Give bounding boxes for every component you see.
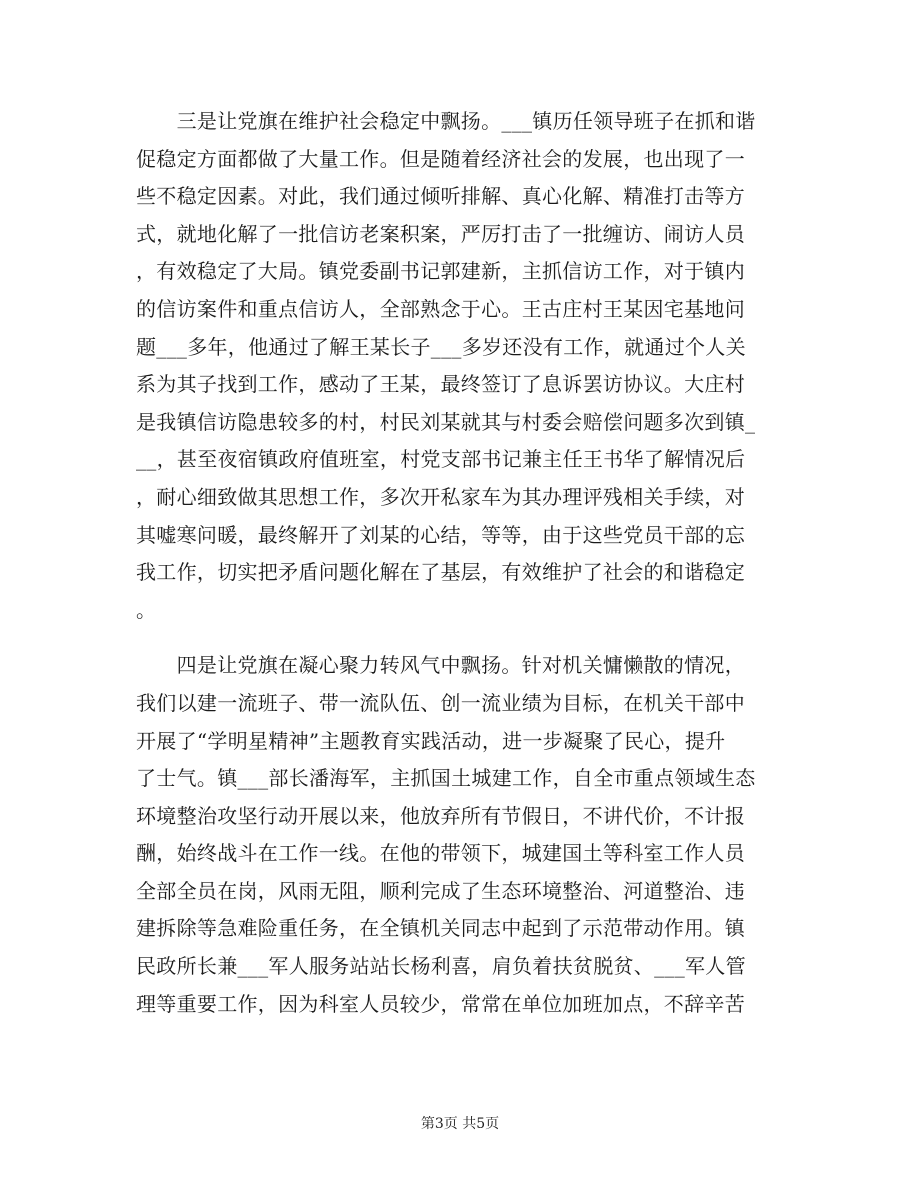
text-line: 四是让党旗在凝心聚力转风气中飘扬。针对机关慵懒散的情况， — [136, 653, 745, 678]
text-line: 的信访案件和重点信访人，全部熟念于心。王古庄村王某因宅基地问 — [136, 296, 745, 321]
paragraph-social-stability — [136, 103, 776, 629]
text-line: 系为其子找到工作，感动了王某，最终签订了息诉罢访协议。大庄村 — [136, 372, 745, 397]
text-line: 其嘘寒问暖，最终解开了刘某的心结，等等，由于这些党员干部的忘 — [136, 522, 745, 547]
text-line: 全部全员在岗，风雨无阻，顺利完成了生态环境整治、河道整治、违 — [136, 878, 745, 903]
text-line: 。 — [136, 597, 157, 622]
text-line: 环境整治攻坚行动开展以来，他放弃所有节假日，不讲代价，不计报 — [136, 803, 745, 828]
text-line: ，耐心细致做其思想工作，多次开私家车为其办理评残相关手续，对 — [136, 484, 745, 509]
text-line: 题___多年，他通过了解王某长子___多岁还没有工作，就通过个人关 — [136, 334, 746, 359]
text-line: 理等重要工作，因为科室人员较少，常常在单位加班加点，不辞辛苦 — [136, 991, 745, 1016]
text-line: 酬，始终战斗在工作一线。在他的带领下，城建国土等科室工作人员 — [136, 841, 745, 866]
text-line: 些不稳定因素。对此，我们通过倾听排解、真心化解、精准打击等方 — [136, 184, 745, 209]
text-line: 三是让党旗在维护社会稳定中飘扬。___镇历任领导班子在抓和谐 — [136, 109, 756, 133]
text-line: 我工作，切实把矛盾问题化解在了基层，有效维护了社会的和谐稳定 — [136, 560, 745, 585]
paragraph-spacer — [136, 629, 776, 647]
text-line: 是我镇信访隐患较多的村，村民刘某就其与村委会赔偿问题多次到镇_ — [136, 409, 756, 434]
text-line: 我们以建一流班子、带一流队伍、创一流业绩为目标，在机关干部中 — [136, 690, 745, 715]
text-line: ，有效稳定了大局。镇党委副书记郭建新，主抓信访工作，对于镇内 — [136, 259, 745, 284]
text-line: 促稳定方面都做了大量工作。但是随着经济社会的发展，也出现了一 — [136, 146, 745, 171]
paragraph-cohesion — [136, 647, 776, 1023]
document-body — [136, 103, 776, 1023]
text-line: __，甚至夜宿镇政府值班室，村党支部书记兼主任王书华了解情况后 — [136, 447, 746, 472]
page-number-footer: 第3页 共5页 — [420, 1116, 500, 1132]
text-line: 开展了“学明星精神”主题教育实践活动，进一步凝聚了民心，提升 — [136, 728, 726, 753]
text-line: 民政所长兼___军人服务站站长杨利喜，肩负着扶贫脱贫、___军人管 — [136, 954, 746, 979]
text-line: 式，就地化解了一批信访老案积案，严厉打击了一批缠访、闹访人员 — [136, 221, 745, 246]
text-line: 建拆除等急难险重任务，在全镇机关同志中起到了示范带动作用。镇 — [136, 916, 745, 941]
text-line: 了士气。镇___部长潘海军，主抓国土城建工作，自全市重点领域生态 — [136, 766, 756, 791]
